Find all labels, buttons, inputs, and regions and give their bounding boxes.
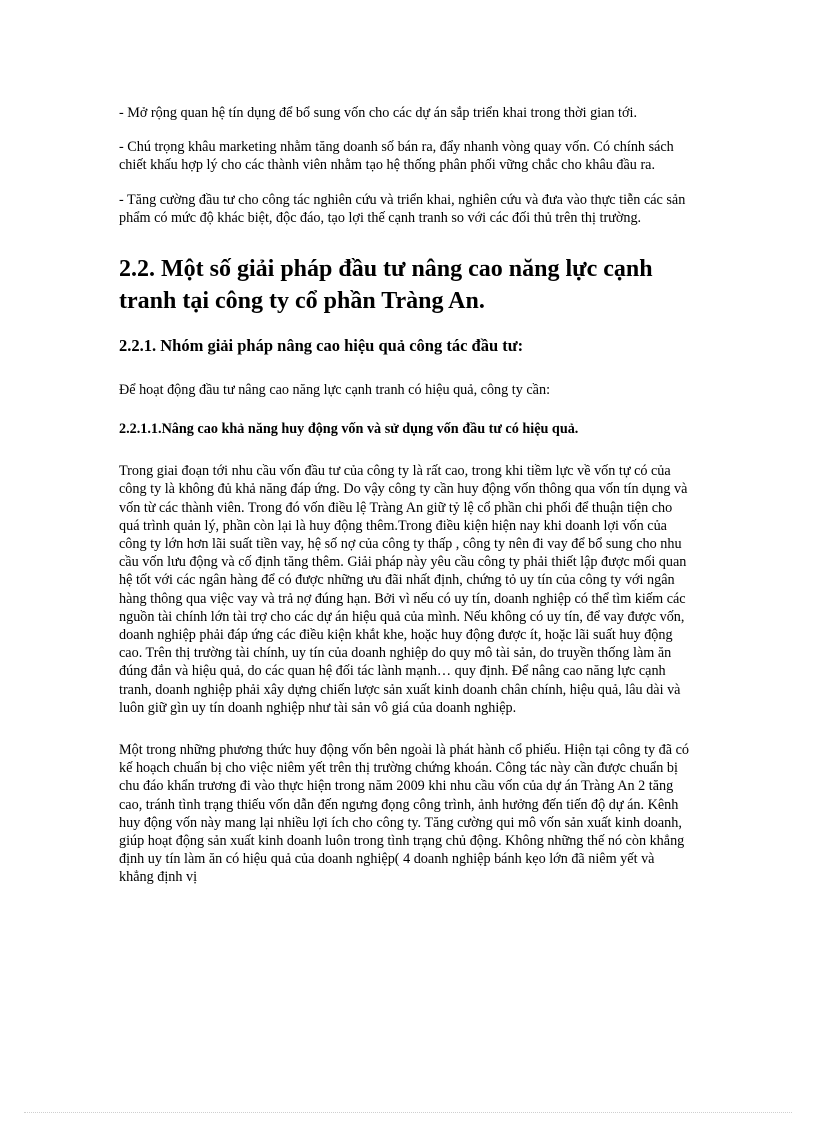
bullet-credit: - Mở rộng quan hệ tín dụng để bổ sung vốn cho các dự án sắp triển khai trong thời gian tới. xyxy=(119,105,637,121)
bullet-research: - Tăng cường đầu tư cho công tác nghiên cứu và triển khai, nghiên cứu và đưa vào thực tiễn các sản phẩm có mức độ khác biệt, độc đáo, tạo lợi thế cạnh tranh so với các đối thủ trên thị trường. xyxy=(119,191,686,226)
subsubsection-title: 2.2.1.1.Nâng cao khả năng huy động vốn và sử dụng vốn đầu tư có hiệu quả. xyxy=(119,421,579,438)
section-title: 2.2. Một số giải pháp đầu tư nâng cao năng lực cạnh tranh tại công ty cổ phần Tràng An. xyxy=(119,256,653,315)
subsection-title: 2.2.1. Nhóm giải pháp nâng cao hiệu quả công tác đầu tư: xyxy=(119,336,524,356)
intro-paragraph: Để hoạt động đầu tư nâng cao năng lực cạnh tranh có hiệu quả, công ty cần: xyxy=(119,382,551,399)
bullet-marketing: - Chú trọng khâu marketing nhằm tăng doanh số bán ra, đẩy nhanh vòng quay vốn. Có chính sách chiết khấu hợp lý cho các thành viên nhằm tạo hệ thống phân phối vững chắc cho khâu đầu ra. xyxy=(119,139,674,174)
body-paragraph-1: Trong giai đoạn tới nhu cầu vốn đầu tư của công ty là rất cao, trong khi tiềm lực về vốn tự có của công ty là không đủ khả năng đáp ứng. Do vậy công ty cần huy động vốn thông qua vốn tín dụng và vốn từ các thành viên. Trong đó vốn điều lệ Tràng An giữ tỷ lệ cổ phần chi phối để thuận tiện cho quá trình quản lý, phần còn lại là huy động thêm.Trong điều kiện hiện nay khi doanh lợi vốn của công ty lớn hơn lãi suất tiền vay, hệ số nợ của công ty thấp , công ty nên đi vay để bổ sung cho nhu cầu vốn lưu động và cố định tăng thêm. Giải pháp này yêu cầu công ty phải thiết lập được mối quan hệ tốt với các ngân hàng để có được những ưu đãi nhất định, chứng tỏ uy tín của công ty với ngân hàng thông qua việc vay và trả nợ đúng hạn. Bởi vì nếu có uy tín, doanh nghiệp có thể tìm kiếm các nguồn tài chính lớn tài trợ cho các dự án hiệu quả của mình. Nếu không có uy tín, để vay được vốn, doanh nghiệp phải đáp ứng các điều kiện khắt khe, hoặc huy động được ít, hoặc lãi suất huy động cao. Trên thị trường tài chính, uy tín của doanh nghiệp do quy mô tài sản, do truyền thống làm ăn đúng đắn và hiệu quả, do các quan hệ đối tác lành mạnh… quy định. Để nâng cao năng lực cạnh tranh, doanh nghiệp phải xây dựng chiến lược sản xuất kinh doanh chân chính, hiệu quả, lâu dài và luôn giữ gìn uy tín doanh nghiệp như tài sản vô giá của doanh nghiệp. xyxy=(119,463,688,716)
document-page xyxy=(119,104,691,887)
body-paragraph-2: Một trong những phương thức huy động vốn bên ngoài là phát hành cổ phiếu. Hiện tại công ty đã có kế hoạch chuẩn bị cho việc niêm yết trên thị trường chứng khoán. Công tác này cần được chuẩn bị chu đáo khẩn trương đi vào thực hiện trong năm 2009 khi nhu cầu vốn của dự án Tràng An 2 tăng cao, tránh tình trạng thiếu vốn dẫn đến ngưng đọng công trình, ảnh hưởng đến tiến độ dự án. Kênh huy động vốn này mang lại nhiều lợi ích cho công ty. Tăng cường qui mô vốn sản xuất kinh doanh, giúp hoạt động sản xuất kinh doanh luôn trong tình trạng chủ động. Không những thế nó còn khẳng định uy tín làm ăn có hiệu quả của doanh nghiệp( 4 doanh nghiệp bánh kẹo lớn đã niêm yết và khẳng định vị xyxy=(119,742,689,886)
footer-divider xyxy=(24,1112,792,1113)
